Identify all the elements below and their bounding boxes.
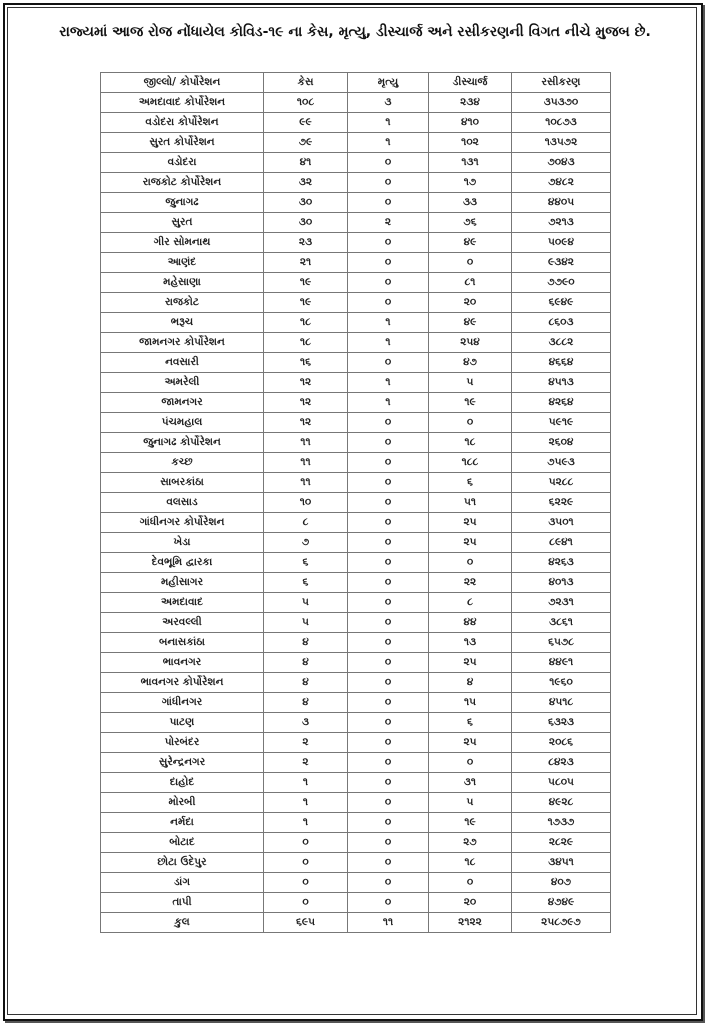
vaccination-cell: ૭૨૧૩ (512, 213, 611, 233)
region-cell: અમદાવાદ કોર્પોરેશન (101, 93, 264, 113)
vaccination-cell: ૪૪૦૫ (512, 193, 611, 213)
vaccination-cell: ૩૫૦૧ (512, 513, 611, 533)
cases-cell: ૬૯૫ (264, 913, 348, 933)
cases-cell: ૪ (264, 633, 348, 653)
discharge-cell: ૪૧૦ (429, 113, 512, 133)
vaccination-cell: ૮૪૨૩ (512, 753, 611, 773)
cases-cell: ૧૨ (264, 373, 348, 393)
table-row (101, 453, 611, 473)
deaths-cell: ૧ (348, 113, 429, 133)
table-row (101, 493, 611, 513)
discharge-cell: ૨૭ (429, 833, 512, 853)
cases-cell: ૧૦ (264, 493, 348, 513)
discharge-cell: ૦ (429, 753, 512, 773)
table-row (101, 513, 611, 533)
discharge-cell: ૬ (429, 473, 512, 493)
covid-data-table (100, 72, 611, 933)
vaccination-cell: ૫૯૧૯ (512, 413, 611, 433)
deaths-cell: ૦ (348, 553, 429, 573)
discharge-cell: ૨૫ (429, 653, 512, 673)
table-row (101, 333, 611, 353)
table-row (101, 93, 611, 113)
cases-cell: ૭ (264, 533, 348, 553)
vaccination-cell: ૬૨૨૯ (512, 493, 611, 513)
vaccination-cell: ૪૬૬૪ (512, 353, 611, 373)
cases-cell: ૧૦૮ (264, 93, 348, 113)
region-cell: રાજકોટ કોર્પોરેશન (101, 173, 264, 193)
discharge-cell: ૧૩ (429, 633, 512, 653)
cases-cell: ૬ (264, 553, 348, 573)
discharge-cell: ૦ (429, 413, 512, 433)
table-row (101, 253, 611, 273)
region-cell: ખેડા (101, 533, 264, 553)
table-row (101, 613, 611, 633)
deaths-cell: ૦ (348, 793, 429, 813)
header-vaccination: રસીકરણ (512, 73, 611, 93)
table-row (101, 653, 611, 673)
deaths-cell: ૦ (348, 453, 429, 473)
vaccination-cell: ૨૦૮૬ (512, 733, 611, 753)
vaccination-cell: ૪૨૬૩ (512, 553, 611, 573)
discharge-cell: ૧૮૮ (429, 453, 512, 473)
vaccination-cell: ૮૯૪૧ (512, 533, 611, 553)
vaccination-cell: ૫૮૦૫ (512, 773, 611, 793)
table-row (101, 133, 611, 153)
cases-cell: ૩ (264, 713, 348, 733)
cases-cell: ૧૧ (264, 433, 348, 453)
table-row (101, 713, 611, 733)
deaths-cell: ૧ (348, 393, 429, 413)
cases-cell: ૩૨ (264, 173, 348, 193)
vaccination-cell: ૬૫૭૮ (512, 633, 611, 653)
discharge-cell: ૩૧ (429, 773, 512, 793)
deaths-cell: ૧ (348, 133, 429, 153)
deaths-cell: ૦ (348, 253, 429, 273)
region-cell: સુરત (101, 213, 264, 233)
discharge-cell: ૧૦૨ (429, 133, 512, 153)
table-row (101, 633, 611, 653)
region-cell: નર્મદા (101, 813, 264, 833)
header-region: જીલ્લો/ કોર્પોરેશન (101, 73, 264, 93)
vaccination-cell: ૨૮૨૯ (512, 833, 611, 853)
discharge-cell: ૧૮ (429, 433, 512, 453)
region-cell: જુનાગઢ (101, 193, 264, 213)
region-cell: કુલ (101, 913, 264, 933)
table-row (101, 593, 611, 613)
cases-cell: ૪ (264, 693, 348, 713)
region-cell: સુરત કોર્પોરેશન (101, 133, 264, 153)
region-cell: જામનગર (101, 393, 264, 413)
vaccination-cell: ૩૪૫૧ (512, 853, 611, 873)
cases-cell: ૧૯ (264, 273, 348, 293)
deaths-cell: ૦ (348, 273, 429, 293)
discharge-cell: ૮૧ (429, 273, 512, 293)
deaths-cell: ૦ (348, 293, 429, 313)
table-row (101, 573, 611, 593)
region-cell: અમરેલી (101, 373, 264, 393)
region-cell: ભરૂચ (101, 313, 264, 333)
cases-cell: ૧૮ (264, 313, 348, 333)
deaths-cell: ૦ (348, 613, 429, 633)
discharge-cell: ૧૭ (429, 173, 512, 193)
table-row (101, 733, 611, 753)
region-cell: ભાવનગર કોર્પોરેશન (101, 673, 264, 693)
region-cell: બનાસકાંઠા (101, 633, 264, 653)
region-cell: ભાવનગર (101, 653, 264, 673)
cases-cell: ૮ (264, 513, 348, 533)
table-row (101, 393, 611, 413)
deaths-cell: ૦ (348, 433, 429, 453)
vaccination-cell: ૭૫૯૩ (512, 453, 611, 473)
table-row (101, 113, 611, 133)
region-cell: દાહોદ (101, 773, 264, 793)
cases-cell: ૩૦ (264, 193, 348, 213)
region-cell: ડાંગ (101, 873, 264, 893)
cases-cell: ૩૦ (264, 213, 348, 233)
deaths-cell: ૦ (348, 653, 429, 673)
table-row (101, 233, 611, 253)
discharge-cell: ૩૩ (429, 193, 512, 213)
table-row (101, 213, 611, 233)
discharge-cell: ૪૭ (429, 353, 512, 373)
table-row (101, 873, 611, 893)
deaths-cell: ૩ (348, 93, 429, 113)
table-row (101, 553, 611, 573)
table-row (101, 173, 611, 193)
deaths-cell: ૦ (348, 473, 429, 493)
table-row (101, 413, 611, 433)
cases-cell: ૧ (264, 813, 348, 833)
cases-cell: ૪ (264, 653, 348, 673)
table-row (101, 373, 611, 393)
deaths-cell: ૧ (348, 333, 429, 353)
table-header-row (101, 73, 611, 93)
discharge-cell: ૨૫૪ (429, 333, 512, 353)
region-cell: પંચમહાલ (101, 413, 264, 433)
deaths-cell: ૦ (348, 773, 429, 793)
cases-cell: ૧૨ (264, 413, 348, 433)
deaths-cell: ૧૧ (348, 913, 429, 933)
region-cell: મહેસાણા (101, 273, 264, 293)
cases-cell: ૦ (264, 853, 348, 873)
table-row (101, 693, 611, 713)
region-cell: છોટા ઉદેપુર (101, 853, 264, 873)
vaccination-cell: ૧૩૫૭૨ (512, 133, 611, 153)
vaccination-cell: ૬૯૪૯ (512, 293, 611, 313)
table-row (101, 273, 611, 293)
vaccination-cell: ૪૦૭ (512, 873, 611, 893)
cases-cell: ૦ (264, 833, 348, 853)
deaths-cell: ૦ (348, 593, 429, 613)
cases-cell: ૪૧ (264, 153, 348, 173)
deaths-cell: ૧ (348, 373, 429, 393)
deaths-cell: ૦ (348, 833, 429, 853)
discharge-cell: ૨૧૨૨ (429, 913, 512, 933)
table-row (101, 833, 611, 853)
region-cell: ગીર સોમનાથ (101, 233, 264, 253)
deaths-cell: ૦ (348, 673, 429, 693)
deaths-cell: ૦ (348, 633, 429, 653)
table-row (101, 793, 611, 813)
cases-cell: ૧૬ (264, 353, 348, 373)
region-cell: બોટાદ (101, 833, 264, 853)
region-cell: તાપી (101, 893, 264, 913)
region-cell: વલસાડ (101, 493, 264, 513)
discharge-cell: ૪ (429, 673, 512, 693)
region-cell: રાજકોટ (101, 293, 264, 313)
table-row (101, 753, 611, 773)
deaths-cell: ૦ (348, 873, 429, 893)
discharge-cell: ૧૫ (429, 693, 512, 713)
table-row (101, 853, 611, 873)
vaccination-cell: ૧૭૩૭ (512, 813, 611, 833)
cases-cell: ૬ (264, 573, 348, 593)
vaccination-cell: ૩૫૩૭૦ (512, 93, 611, 113)
vaccination-cell: ૪૫૧૮ (512, 693, 611, 713)
table-row (101, 353, 611, 373)
cases-cell: ૨ (264, 753, 348, 773)
discharge-cell: ૨૫ (429, 733, 512, 753)
discharge-cell: ૨૦ (429, 293, 512, 313)
discharge-cell: ૦ (429, 553, 512, 573)
discharge-cell: ૫ (429, 793, 512, 813)
region-cell: વડોદરા (101, 153, 264, 173)
region-cell: પાટણ (101, 713, 264, 733)
table-row (101, 193, 611, 213)
vaccination-cell: ૪૨૬૪ (512, 393, 611, 413)
discharge-cell: ૨૫ (429, 513, 512, 533)
vaccination-cell: ૨૫૮૭૯૭ (512, 913, 611, 933)
table-row (101, 533, 611, 553)
deaths-cell: ૦ (348, 353, 429, 373)
table-row (101, 773, 611, 793)
region-cell: મહીસાગર (101, 573, 264, 593)
vaccination-cell: ૪૯૨૮ (512, 793, 611, 813)
vaccination-cell: ૨૬૦૪ (512, 433, 611, 453)
deaths-cell: ૦ (348, 513, 429, 533)
vaccination-cell: ૭૨૩૧ (512, 593, 611, 613)
deaths-cell: ૦ (348, 813, 429, 833)
region-cell: ગાંધીનગર કોર્પોરેશન (101, 513, 264, 533)
cases-cell: ૦ (264, 873, 348, 893)
region-cell: કચ્છ (101, 453, 264, 473)
cases-cell: ૧૯ (264, 293, 348, 313)
deaths-cell: ૨ (348, 213, 429, 233)
discharge-cell: ૪૯ (429, 313, 512, 333)
cases-cell: ૧ (264, 793, 348, 813)
discharge-cell: ૧૮ (429, 853, 512, 873)
table-row (101, 313, 611, 333)
deaths-cell: ૦ (348, 533, 429, 553)
table-row (101, 893, 611, 913)
vaccination-cell: ૪૫૧૩ (512, 373, 611, 393)
discharge-cell: ૪૪ (429, 613, 512, 633)
vaccination-cell: ૭૦૪૩ (512, 153, 611, 173)
region-cell: નવસારી (101, 353, 264, 373)
vaccination-cell: ૮૬૦૩ (512, 313, 611, 333)
discharge-cell: ૦ (429, 253, 512, 273)
region-cell: આણંદ (101, 253, 264, 273)
discharge-cell: ૫૧ (429, 493, 512, 513)
vaccination-cell: ૪૪૯૧ (512, 653, 611, 673)
deaths-cell: ૧ (348, 313, 429, 333)
deaths-cell: ૦ (348, 573, 429, 593)
discharge-cell: ૧૩૧ (429, 153, 512, 173)
cases-cell: ૨૧ (264, 253, 348, 273)
discharge-cell: ૪૯ (429, 233, 512, 253)
discharge-cell: ૨૩૪ (429, 93, 512, 113)
cases-cell: ૦ (264, 893, 348, 913)
table-row (101, 153, 611, 173)
cases-cell: ૧૨ (264, 393, 348, 413)
vaccination-cell: ૫૨૮૮ (512, 473, 611, 493)
discharge-cell: ૬ (429, 713, 512, 733)
cases-cell: ૭૯ (264, 133, 348, 153)
cases-cell: ૧૧ (264, 453, 348, 473)
header-cases: કેસ (264, 73, 348, 93)
deaths-cell: ૦ (348, 853, 429, 873)
region-cell: પોરબંદર (101, 733, 264, 753)
discharge-cell: ૦ (429, 873, 512, 893)
deaths-cell: ૦ (348, 193, 429, 213)
vaccination-cell: ૪૭૪૯ (512, 893, 611, 913)
region-cell: જામનગર કોર્પોરેશન (101, 333, 264, 353)
discharge-cell: ૨૫ (429, 533, 512, 553)
discharge-cell: ૮ (429, 593, 512, 613)
deaths-cell: ૦ (348, 413, 429, 433)
page-title: રાજ્યમાં આજ રોજ નોંધાયેલ કોવિડ-૧૯ ના કેસ, મૃત્યુ, ડીસ્ચાર્જ અને રસીકરણની વિગત નીચે મુજબ છે. (59, 24, 651, 40)
vaccination-cell: ૪૦૧૩ (512, 573, 611, 593)
vaccination-cell: ૧૦૮૭૩ (512, 113, 611, 133)
deaths-cell: ૦ (348, 493, 429, 513)
vaccination-cell: ૩૮૬૧ (512, 613, 611, 633)
table-row (101, 433, 611, 453)
cases-cell: ૧૧ (264, 473, 348, 493)
discharge-cell: ૭૬ (429, 213, 512, 233)
region-cell: દેવભૂમિ દ્વારકા (101, 553, 264, 573)
deaths-cell: ૦ (348, 153, 429, 173)
total-row (101, 913, 611, 933)
deaths-cell: ૦ (348, 173, 429, 193)
cases-cell: ૫ (264, 593, 348, 613)
vaccination-cell: ૬૩૨૩ (512, 713, 611, 733)
discharge-cell: ૧૯ (429, 393, 512, 413)
discharge-cell: ૨૨ (429, 573, 512, 593)
discharge-cell: ૧૯ (429, 813, 512, 833)
deaths-cell: ૦ (348, 893, 429, 913)
vaccination-cell: ૯૩૪૨ (512, 253, 611, 273)
deaths-cell: ૦ (348, 693, 429, 713)
region-cell: અમદાવાદ (101, 593, 264, 613)
deaths-cell: ૦ (348, 733, 429, 753)
discharge-cell: ૨૦ (429, 893, 512, 913)
deaths-cell: ૦ (348, 713, 429, 733)
region-cell: મોરબી (101, 793, 264, 813)
cases-cell: ૧૮ (264, 333, 348, 353)
region-cell: સુરેન્દ્રનગર (101, 753, 264, 773)
cases-cell: ૧ (264, 773, 348, 793)
table-row (101, 293, 611, 313)
vaccination-cell: ૧૯૬૦ (512, 673, 611, 693)
cases-cell: ૪ (264, 673, 348, 693)
vaccination-cell: ૫૦૯૪ (512, 233, 611, 253)
region-cell: જુનાગઢ કોર્પોરેશન (101, 433, 264, 453)
deaths-cell: ૦ (348, 753, 429, 773)
table-row (101, 813, 611, 833)
vaccination-cell: ૭૭૯૦ (512, 273, 611, 293)
region-cell: વડોદરા કોર્પોરેશન (101, 113, 264, 133)
cases-cell: ૯૯ (264, 113, 348, 133)
cases-cell: ૨૩ (264, 233, 348, 253)
region-cell: અરવલ્લી (101, 613, 264, 633)
table-row (101, 673, 611, 693)
table-row (101, 473, 611, 493)
vaccination-cell: ૭૪૮૨ (512, 173, 611, 193)
region-cell: ગાંધીનગર (101, 693, 264, 713)
cases-cell: ૫ (264, 613, 348, 633)
deaths-cell: ૦ (348, 233, 429, 253)
header-discharge: ડીસ્ચાર્જ (429, 73, 512, 93)
discharge-cell: ૫ (429, 373, 512, 393)
vaccination-cell: ૩૮૮૨ (512, 333, 611, 353)
region-cell: સાબરકાંઠા (101, 473, 264, 493)
cases-cell: ૨ (264, 733, 348, 753)
header-deaths: મૃત્યુ (348, 73, 429, 93)
